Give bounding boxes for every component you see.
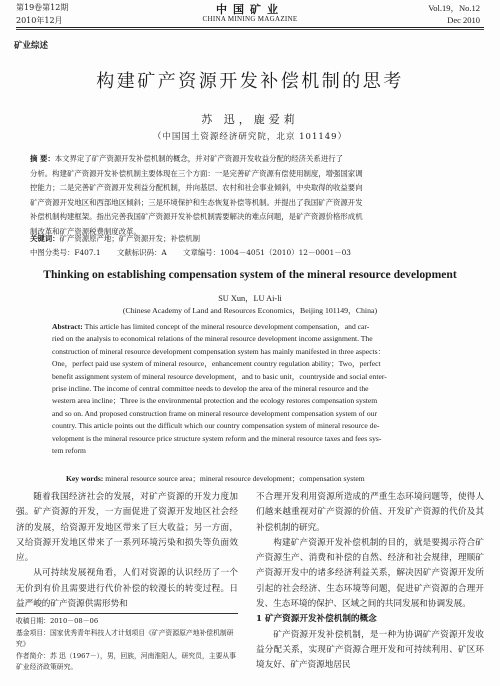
footnote <box>16 616 238 674</box>
abstract-en-label: Abstract: <box>52 322 83 331</box>
abstract-en-line: construction of mineral resource development compensation system has mainly manifested in three aspects： <box>52 346 386 356</box>
article-title: 构建矿产资源开发补偿机制的思考 <box>96 71 404 92</box>
section-heading: 1 矿产资源开发补偿机制的概念 <box>256 614 377 625</box>
abstract-en-line: western area incline；Three is the environmental protection and the ecology restores compensation system <box>52 396 378 406</box>
body-paragraph: 从可持续发展视角看，人们对资源的认识经历了一个无价到有价且需要进行代价补偿的较漫长的转变过程。日益严峻的矿产资源供需形势和 <box>16 568 238 610</box>
body-column-left <box>16 490 238 612</box>
journal-name-cn: 中国矿业 <box>216 3 284 16</box>
affiliation-en: (Chinese Academy of Land and Resources Economics，Beijing 101149，China) <box>122 306 378 315</box>
abstract-cn-line: 摘 要：本文界定了矿产资源开发补偿机制的概念，并对矿产资源开发收益分配的经济关系进行了 <box>30 154 343 163</box>
abstract-en-line: ried on the analysis to economical relations of the mineral resource development income assignment. The <box>52 334 373 344</box>
issue-date: 2010年12月 <box>16 16 63 25</box>
document-code: 文献标识码：A <box>117 248 167 257</box>
keywords-en-text: mineral resource source area；mineral resource development；compensation system <box>105 474 365 483</box>
abstract-en-line: prise incline. The income of central committee needs to develop the area of the mineral resource and the <box>52 384 369 394</box>
affiliation: （中国国土资源经济研究院，北京 101149） <box>152 132 348 142</box>
body-paragraph: 随着我国经济社会的发展，对矿产资源的开发力度加强。矿产资源的开发，一方面促进了资源开发地区社会经济的发展，给资源开发地区带来了巨大收益；另一方面，又给资源开发地区带来了一系列环境污染和损失等负面效应。 <box>16 492 238 564</box>
abstract-cn <box>30 152 470 240</box>
body-paragraph: 矿产资源开发补偿机制，是一种为协调矿产资源开发收益分配关系，实现矿产资源合理开发和可持续利用、矿区环境友好、矿产资源地居民 <box>256 629 484 671</box>
abstract-cn-line: 控能力；二是完善矿产资源开发利益分配机制，并向基层、农村和社会事业倾斜，中央取得的收益要向 <box>30 183 363 193</box>
abstract-en-line: tem reform <box>52 446 86 456</box>
clc-number: 中图分类号：F407.1 <box>30 248 101 257</box>
footnote-rule <box>16 613 238 614</box>
abstract-cn-label: 摘 要： <box>30 154 55 163</box>
abstract-cn-line: 补偿机制构建框架。指出完善我国矿产资源开发补偿机制需要解决的难点问题，是矿产资源价格形成机 <box>30 212 363 222</box>
abstract-en-line: and so on. And proposed construction frame on mineral resource development compensation system of our <box>52 408 377 418</box>
classification-cn <box>30 247 365 258</box>
body-paragraph: 不合理开发利用资源所造成的严重生态环境问题等，使得人们越来越重视对矿产资源的价值、开发矿产资源的代价及其补偿机制的研究。 <box>256 492 484 533</box>
author-bio: 作者简介：苏 迅（1967－），男，回族，河南淮阳人，研究员，主要从事矿业经济政策研究。 <box>16 651 236 671</box>
authors-en: SU Xun，LU Ai-li <box>218 294 282 303</box>
issue-number: 第19卷第12期 <box>16 3 69 12</box>
abstract-en-line: country. This article points out the difficult which our country compensation system of mineral resource de- <box>52 421 380 431</box>
body-column-right <box>256 490 484 674</box>
keywords-cn-label: 关键词： <box>30 234 60 243</box>
header-rule-thin <box>16 29 484 30</box>
journal-name-en: CHINA MINING MAGAZINE <box>202 15 298 23</box>
month-year: Dec 2010 <box>447 15 480 25</box>
article-number: 文章编号：1004－4051（2010）12－0001－03 <box>183 248 351 257</box>
keywords-en <box>66 473 365 484</box>
volume-number: Vol.19，No.12 <box>428 3 480 13</box>
fund-project: 基金项目：国家优秀青年科技人才计划项目《矿产资源原产地补偿机制研究》 <box>16 628 234 648</box>
authors: 苏 迅，鹿爱莉 <box>201 113 299 126</box>
keywords-cn-text: 矿产资源原产地；矿产资源开发；补偿机制 <box>59 234 201 243</box>
body-paragraph: 构建矿产资源开发补偿机制的目的，就是要揭示符合矿产资源生产、消费和补偿的自然、经济和社会规律，理顺矿产资源开发中的诸多经济利益关系，解决因矿产资源开发所引起的社会经济、生态环境等问题，促进矿产资源的合理开发、生态环境的保护、区域之间的共同发展和协调发展。 <box>256 537 484 610</box>
abstract-en-line: Abstract: This article has limited concept of the mineral resource development compensation，and car- <box>52 322 370 331</box>
abstract-en-line: velopment is the mineral resource price structure system reform and the mineral resource taxes and fees sys- <box>52 433 382 443</box>
abstract-cn-line: 制改革和矿产资源税费制度改革。 <box>30 226 141 236</box>
keywords-cn <box>30 233 200 244</box>
keywords-en-label: Key words: <box>66 474 104 483</box>
section-label: 矿业综述 <box>14 41 49 51</box>
abstract-cn-line: 矿产资源开发地区和西部地区倾斜；三是环境保护和生态恢复补偿等机制。并提出了我国矿产资源开发 <box>30 197 363 207</box>
abstract-cn-line: 分析。构建矿产资源开发补偿机制主要体现在三个方面：一是完善矿产资源有偿使用制度，增强国家调 <box>30 168 363 178</box>
article-title-en: Thinking on establishing compensation system of the mineral resource development <box>43 268 457 281</box>
abstract-en <box>52 321 468 457</box>
received-date: 收稿日期：2010－08－06 <box>16 617 99 625</box>
abstract-en-line: benefit assignment system of mineral resource development，and to basic unit，countryside and social enter- <box>52 371 387 381</box>
header-rule <box>16 27 484 28</box>
abstract-en-line: One，perfect paid use system of mineral resource，enhancement country regulation ability；Two，perfect <box>52 359 381 369</box>
